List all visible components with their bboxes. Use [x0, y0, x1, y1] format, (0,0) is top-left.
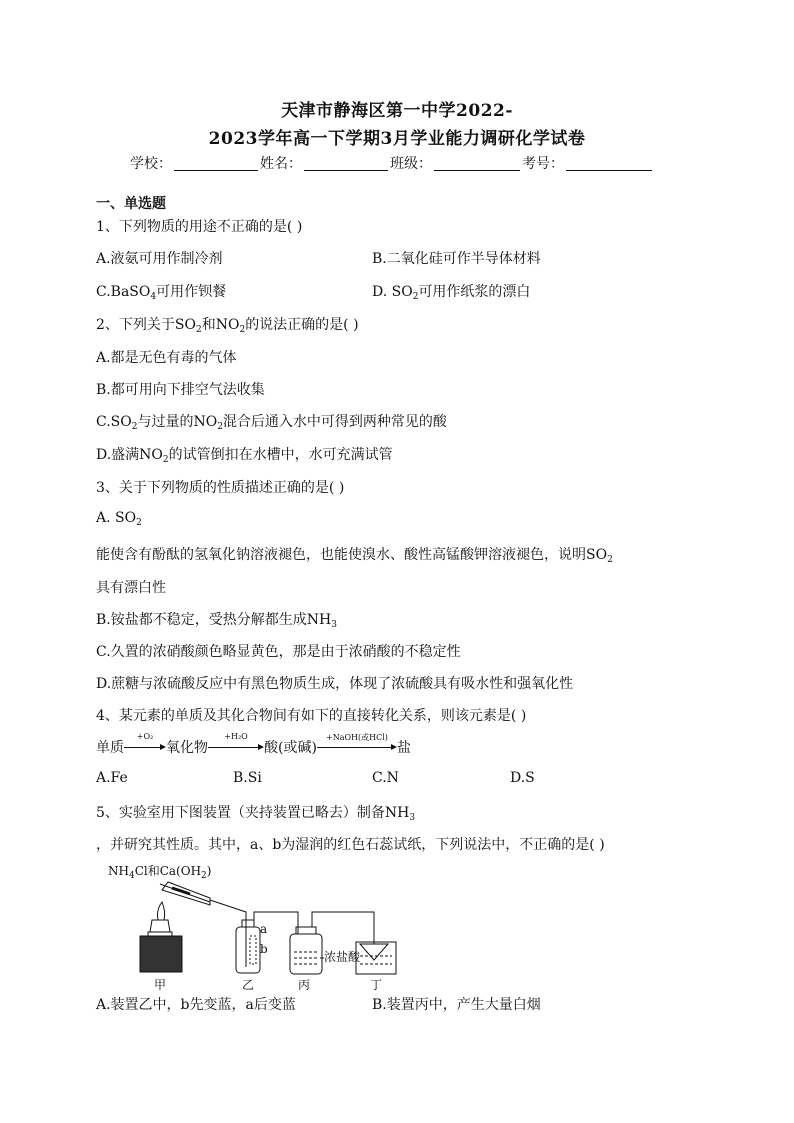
- q3-option-a: A. $SO_2$: [96, 510, 142, 528]
- q4-stem: 4、某元素的单质及其化合物间有如下的直接转化关系，则该元素是( ): [96, 708, 527, 724]
- exam-no-label: 考号：: [522, 156, 564, 172]
- q2-option-c: $C.SO_2$与过量的$NO_2$混合后通入水中可得到两种常见的酸: [96, 414, 447, 432]
- q4-option-d: D.S: [510, 770, 535, 786]
- paper-a-label: a: [260, 922, 268, 936]
- q3-option-a-text: 能使含有酚酞的氢氧化钠溶液褪色，也能使溴水、酸性高锰酸钾溶液褪色，说明$SO_2$: [96, 547, 613, 565]
- acid-label: 浓盐酸: [324, 950, 361, 964]
- q5-stem-cont: ，并研究其性质。其中，a、b为湿润的红色石蕊试纸，下列说法中，不正确的是( ): [96, 837, 605, 853]
- reagent-label: $NH_4Cl$和$Ca(OH_2)$: [108, 864, 212, 881]
- q3-stem: 3、关于下列物质的性质描述正确的是( ): [96, 480, 345, 496]
- school-label: 学校：: [130, 156, 172, 172]
- q4-option-a: A.Fe: [96, 770, 128, 786]
- apparatus-bing-label: 丙: [298, 978, 311, 992]
- q5-option-a: A.装置乙中，b先变蓝，a后变蓝: [96, 997, 296, 1013]
- chain-element: 单质: [96, 740, 124, 756]
- reaction-arrow-icon: +O₂: [124, 739, 166, 753]
- q2-stem: 2、下列关于$SO_2$和$NO_2$的说法正确的是( ): [96, 317, 359, 335]
- apparatus-ding-label: 丁: [370, 978, 383, 992]
- q1-option-a: A.液氨可用作制冷剂: [96, 251, 223, 267]
- q4-option-b: B.Si: [233, 770, 262, 786]
- q4-option-c: C.N: [372, 770, 399, 786]
- school-blank[interactable]: [174, 156, 258, 171]
- chain-oxide: 氧化物: [166, 740, 208, 756]
- q1-option-b: B.二氧化硅可作半导体材料: [372, 251, 541, 267]
- q2-option-d: D.盛满$NO_2$的试管倒扣在水槽中，水可充满试管: [96, 447, 393, 465]
- q3-option-c: C.久置的浓硝酸颜色略显黄色，那是由于浓硝酸的不稳定性: [96, 644, 461, 660]
- chain-salt: 盐: [396, 740, 411, 756]
- exam-title-line1: 天津市静海区第一中学2022-: [281, 101, 513, 121]
- class-label: 班级：: [390, 156, 432, 172]
- section-heading: 一、单选题: [96, 196, 166, 212]
- q5-option-b: B.装置丙中，产生大量白烟: [372, 997, 541, 1013]
- name-label: 姓名：: [260, 156, 302, 172]
- q2-option-a: A.都是无色有毒的气体: [96, 350, 237, 366]
- paper-b-label: b: [260, 942, 268, 956]
- q1-stem: 1、下列物质的用途不正确的是( ): [96, 219, 303, 235]
- q5-stem: 5、实验室用下图装置（夹持装置已略去）制备$NH_3$: [96, 805, 416, 823]
- apparatus-jia-label: 甲: [154, 978, 167, 992]
- q3-option-a-text-cont: 具有漂白性: [96, 580, 166, 596]
- reaction-arrow-icon: +H₂O: [208, 739, 264, 753]
- exam-no-blank[interactable]: [566, 156, 652, 171]
- class-blank[interactable]: [434, 156, 520, 171]
- q1-option-c: C.BaSO$_4$可用作钡餐: [96, 284, 227, 302]
- q1-option-d: D. $SO_2$可用作纸浆的漂白: [372, 284, 531, 302]
- q3-option-d: D.蔗糖与浓硫酸反应中有黑色物质生成，体现了浓硫酸具有吸水性和强氧化性: [96, 676, 574, 692]
- name-blank[interactable]: [304, 156, 388, 171]
- student-info-row: [130, 153, 654, 173]
- chain-acid-base: 酸(或碱): [264, 740, 317, 756]
- apparatus-yi-label: 乙: [242, 978, 255, 992]
- q3-option-b: B.铵盐都不稳定，受热分解都生成$NH_3$: [96, 612, 337, 630]
- exam-title-line2: 2023学年高一下学期3月学业能力调研化学试卷: [208, 129, 586, 149]
- q4-conversion-chain: [96, 732, 411, 757]
- reaction-arrow-icon: +NaOH(或HCl): [317, 739, 397, 753]
- q2-option-b: B.都可用向下排空气法收集: [96, 382, 265, 398]
